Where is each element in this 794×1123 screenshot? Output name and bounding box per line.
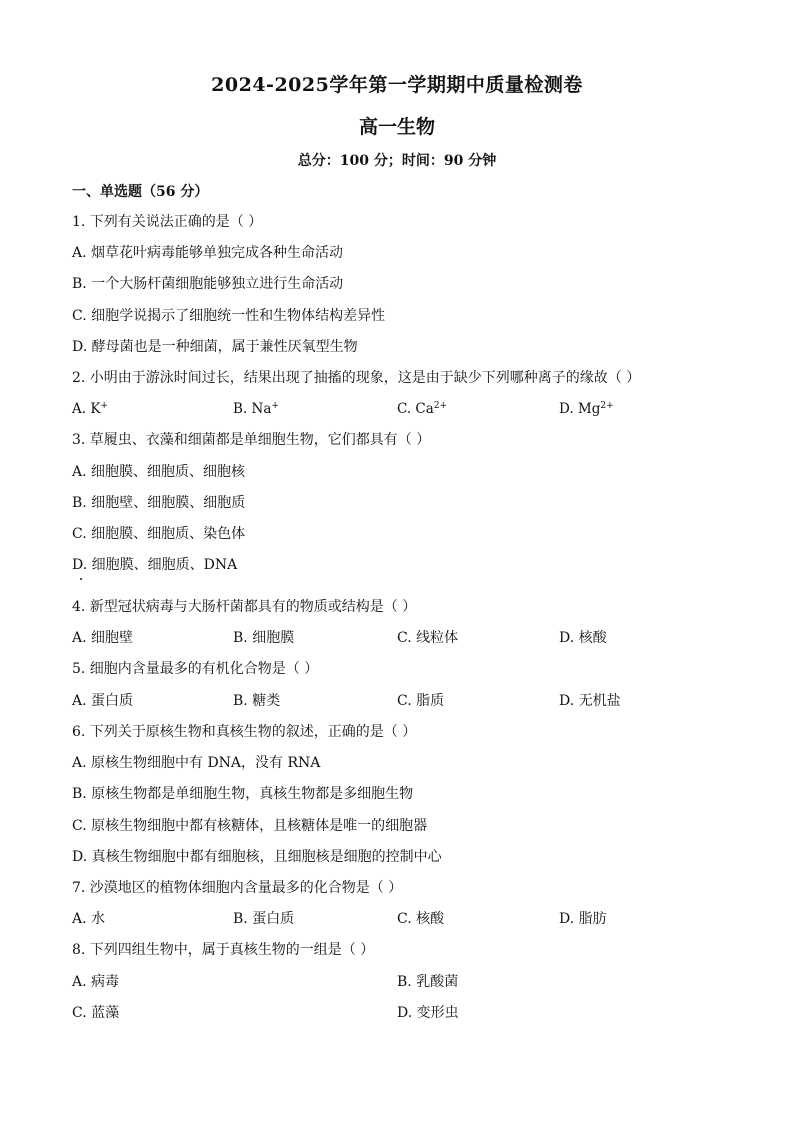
question-2-option-d xyxy=(559,400,614,418)
question-1-option-d: D. 酵母菌也是一种细菌，属于兼性厌氧型生物 xyxy=(72,339,358,355)
exam-meta: 总分：100 分；时间：90 分钟 xyxy=(297,153,497,169)
question-8-option-a: A. 病毒 xyxy=(72,974,120,990)
section-heading: 一、单选题（56 分） xyxy=(72,184,209,200)
question-1-stem: 1. 下列有关说法正确的是（ ） xyxy=(72,214,263,230)
ion-charge: 2+ xyxy=(600,401,614,411)
question-3-option-d: D. 细胞膜、细胞质、DNA xyxy=(72,557,238,573)
question-5-option-c: C. 脂质 xyxy=(397,693,445,709)
question-4-stem: 4. 新型冠状病毒与大肠杆菌都具有的物质或结构是（ ） xyxy=(72,599,417,615)
question-2-option-c xyxy=(397,400,447,418)
question-5-option-d: D. 无机盐 xyxy=(559,693,621,709)
question-7-option-d: D. 脂肪 xyxy=(559,911,607,927)
question-8-stem: 8. 下列四组生物中，属于真核生物的一组是（ ） xyxy=(72,942,375,958)
question-4-option-d: D. 核酸 xyxy=(559,630,607,646)
stray-dot xyxy=(80,578,82,580)
exam-title: 2024-2025学年第一学期期中质量检测卷 xyxy=(211,74,583,96)
question-3-stem: 3. 草履虫、衣藻和细菌都是单细胞生物，它们都具有（ ） xyxy=(72,432,431,448)
question-1-option-c: C. 细胞学说揭示了细胞统一性和生物体结构差异性 xyxy=(72,308,386,324)
option-text: C. Ca xyxy=(397,401,434,417)
question-5-stem: 5. 细胞内含量最多的有机化合物是（ ） xyxy=(72,661,319,677)
question-3-option-a: A. 细胞膜、细胞质、细胞核 xyxy=(72,464,246,480)
question-5-option-a: A. 蛋白质 xyxy=(72,693,134,709)
question-3-option-c: C. 细胞膜、细胞质、染色体 xyxy=(72,526,246,542)
question-6-stem: 6. 下列关于原核生物和真核生物的叙述，正确的是（ ） xyxy=(72,724,417,740)
question-6-option-a: A. 原核生物细胞中有 DNA，没有 RNA xyxy=(72,755,321,771)
subject-title: 高一生物 xyxy=(358,116,435,138)
question-8-option-d: D. 变形虫 xyxy=(397,1005,459,1021)
question-7-option-a: A. 水 xyxy=(72,911,106,927)
option-text: A. K xyxy=(72,401,101,417)
question-4-option-b: B. 细胞膜 xyxy=(233,630,295,646)
question-4-option-a: A. 细胞壁 xyxy=(72,630,134,646)
ion-charge: + xyxy=(271,401,279,411)
question-7-stem: 7. 沙漠地区的植物体细胞内含量最多的化合物是（ ） xyxy=(72,880,403,896)
question-7-option-b: B. 蛋白质 xyxy=(233,911,295,927)
question-2-stem: 2. 小明由于游泳时间过长，结果出现了抽搐的现象，这是由于缺少下列哪种离子的缘故（ ） xyxy=(72,370,641,386)
question-6-option-b: B. 原核生物都是单细胞生物，真核生物都是多细胞生物 xyxy=(72,786,414,802)
question-6-option-d: D. 真核生物细胞中都有细胞核，且细胞核是细胞的控制中心 xyxy=(72,849,442,865)
option-text: B. Na xyxy=(233,401,272,417)
question-5-option-b: B. 糖类 xyxy=(233,693,281,709)
question-3-option-b: B. 细胞壁、细胞膜、细胞质 xyxy=(72,495,246,511)
question-6-option-c: C. 原核生物细胞中都有核糖体，且核糖体是唯一的细胞器 xyxy=(72,818,428,834)
question-2-option-b xyxy=(233,400,279,418)
question-8-option-b: B. 乳酸菌 xyxy=(397,974,459,990)
question-1-option-a: A. 烟草花叶病毒能够单独完成各种生命活动 xyxy=(72,245,344,261)
question-7-option-c: C. 核酸 xyxy=(397,911,445,927)
question-1-option-b: B. 一个大肠杆菌细胞能够独立进行生命活动 xyxy=(72,276,344,292)
ion-charge: + xyxy=(100,401,108,411)
option-text: D. Mg xyxy=(559,401,601,417)
question-8-option-c: C. 蓝藻 xyxy=(72,1005,120,1021)
question-2-option-a xyxy=(72,400,108,418)
ion-charge: 2+ xyxy=(433,401,448,411)
question-4-option-c: C. 线粒体 xyxy=(397,630,459,646)
